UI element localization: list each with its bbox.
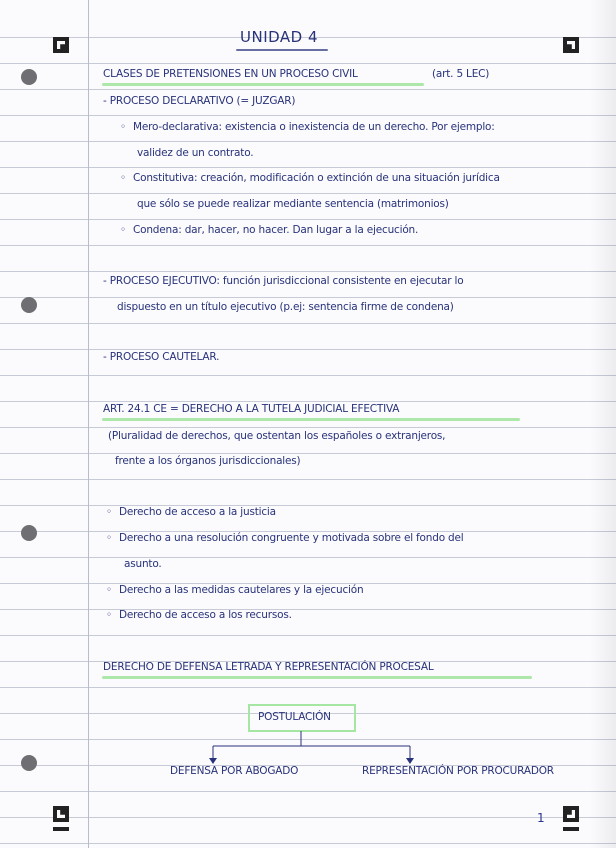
bullet-icon: ◦ bbox=[106, 584, 112, 596]
bullet-icon: ◦ bbox=[120, 224, 126, 236]
right-item: Derecho de acceso a la justicia bbox=[119, 506, 276, 518]
declarativo-item: Condena: dar, hacer, no hacer. Dan lugar a la ejecución. bbox=[133, 224, 419, 236]
heading-defensa-letrada: DERECHO DE DEFENSA LETRADA Y REPRESENTACIÓN PROCESAL bbox=[103, 661, 434, 673]
proceso-cautelar: - PROCESO CAUTELAR. bbox=[103, 351, 220, 363]
tutela-note: (Pluralidad de derechos, que ostentan los españoles o extranjeros, bbox=[108, 430, 446, 442]
declarativo-item: Constitutiva: creación, modificación o extinción de una situación jurídica bbox=[133, 172, 500, 184]
declarativo-item: Mero-declarativa: existencia o inexistencia de un derecho. Por ejemplo: bbox=[133, 121, 495, 133]
proceso-ejecutivo: - PROCESO EJECUTIVO: función jurisdiccional consistente en ejecutar lo bbox=[103, 275, 464, 287]
bullet-icon: ◦ bbox=[106, 506, 112, 518]
bullet-icon: ◦ bbox=[106, 532, 112, 544]
heading-pretensiones-ref: (art. 5 LEC) bbox=[432, 68, 490, 80]
postulacion-label: POSTULACIÓN bbox=[258, 711, 331, 723]
page-number: 1 bbox=[537, 811, 545, 825]
defensa-abogado-label: DEFENSA POR ABOGADO bbox=[170, 765, 299, 777]
heading-tutela-judicial: ART. 24.1 CE = DERECHO A LA TUTELA JUDICIAL EFECTIVA bbox=[103, 403, 400, 415]
bullet-icon: ◦ bbox=[120, 121, 126, 133]
representacion-procurador-label: REPRESENTACIÓN POR PROCURADOR bbox=[362, 765, 554, 777]
tutela-note-cont: frente a los órganos jurisdiccionales) bbox=[115, 455, 301, 467]
declarativo-item-cont: validez de un contrato. bbox=[137, 147, 254, 159]
heading-pretensiones: CLASES DE PRETENSIONES EN UN PROCESO CIVIL bbox=[103, 68, 358, 80]
right-item-cont: asunto. bbox=[124, 558, 162, 570]
bullet-icon: ◦ bbox=[120, 172, 126, 184]
declarativo-item-cont: que sólo se puede realizar mediante sentencia (matrimonios) bbox=[137, 198, 449, 210]
right-item: Derecho a una resolución congruente y motivada sobre el fondo del bbox=[119, 532, 464, 544]
proceso-ejecutivo-cont: dispuesto en un título ejecutivo (p.ej: sentencia firme de condena) bbox=[117, 301, 454, 313]
proceso-declarativo-title: - PROCESO DECLARATIVO (= JUZGAR) bbox=[103, 95, 296, 107]
right-item: Derecho de acceso a los recursos. bbox=[119, 609, 292, 621]
right-item: Derecho a las medidas cautelares y la ejecución bbox=[119, 584, 364, 596]
page-title: UNIDAD 4 bbox=[240, 28, 319, 46]
bullet-icon: ◦ bbox=[106, 609, 112, 621]
